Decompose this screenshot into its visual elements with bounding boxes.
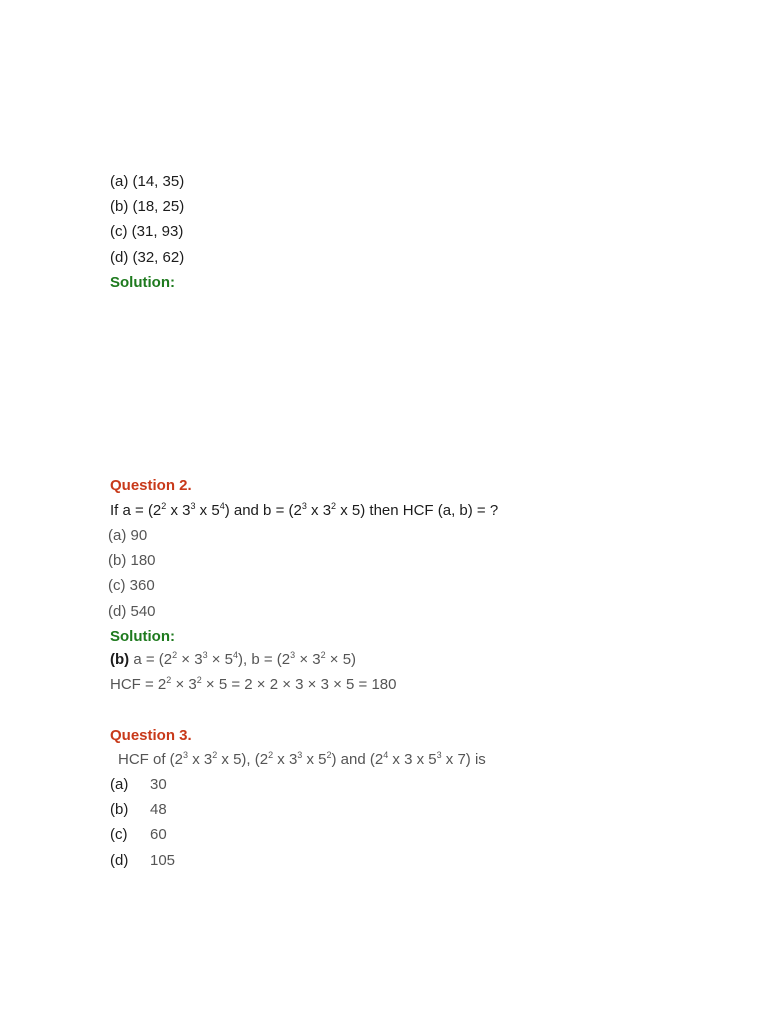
- q1-solution-label: Solution:: [110, 274, 175, 291]
- q3-option-a-label: (a): [110, 776, 129, 793]
- q3-option-b: [110, 801, 167, 819]
- q3-option-b-value: 48: [150, 801, 167, 818]
- q3-option-a-value: 30: [150, 776, 167, 793]
- q2-answer-line: (b) $a = (2^2 \times 3^3 \times 5^4)$, $b = (2^3 \times 3^2 \times 5)$: [110, 650, 357, 668]
- q2-option-a: (a) 90: [108, 527, 148, 544]
- q3-option-d-value: 105: [150, 852, 176, 869]
- q3-title: Question 3.: [110, 727, 192, 744]
- q2-option-b: (b) 180: [108, 552, 156, 569]
- q3-option-a: [110, 776, 167, 794]
- q2-option-c: (c) 360: [108, 577, 155, 594]
- q1-option-b: (b) (18, 25): [110, 198, 185, 215]
- q2-solution-label: Solution:: [110, 628, 175, 645]
- q2-option-d: (d) 540: [108, 603, 156, 620]
- q2-hcf-line: HCF = $2^2 \times 3^2 \times 5 = 2 \times 2 \times 3 \times 3 \times 5 = 180$: [110, 675, 397, 693]
- q1-option-d: (d) (32, 62): [110, 249, 185, 266]
- q3-option-c-label: (c): [110, 826, 128, 843]
- q3-option-d: [110, 852, 175, 870]
- q2-stem: If $a = (2^2$ x $3^3$ x $5^4$) and $b = (2^3$ x $3^2$ x 5) then HCF (a, b) = ?: [110, 501, 499, 519]
- q3-option-b-label: (b): [110, 801, 129, 818]
- q3-option-c-value: 60: [150, 826, 167, 843]
- q1-option-a: (a) (14, 35): [110, 173, 185, 190]
- q1-option-c: (c) (31, 93): [110, 223, 184, 240]
- q2-title: Question 2.: [110, 477, 192, 494]
- q3-option-d-label: (d): [110, 852, 129, 869]
- q2-answer-letter: (b): [110, 651, 130, 668]
- q3-stem: HCF of ($2^3$ x $3^2$ x 5), ($2^2$ x $3^3$ x $5^2$) and ($2^4$ x 3 x $5^3$ x 7) is: [118, 750, 486, 768]
- q3-option-c: [110, 826, 167, 844]
